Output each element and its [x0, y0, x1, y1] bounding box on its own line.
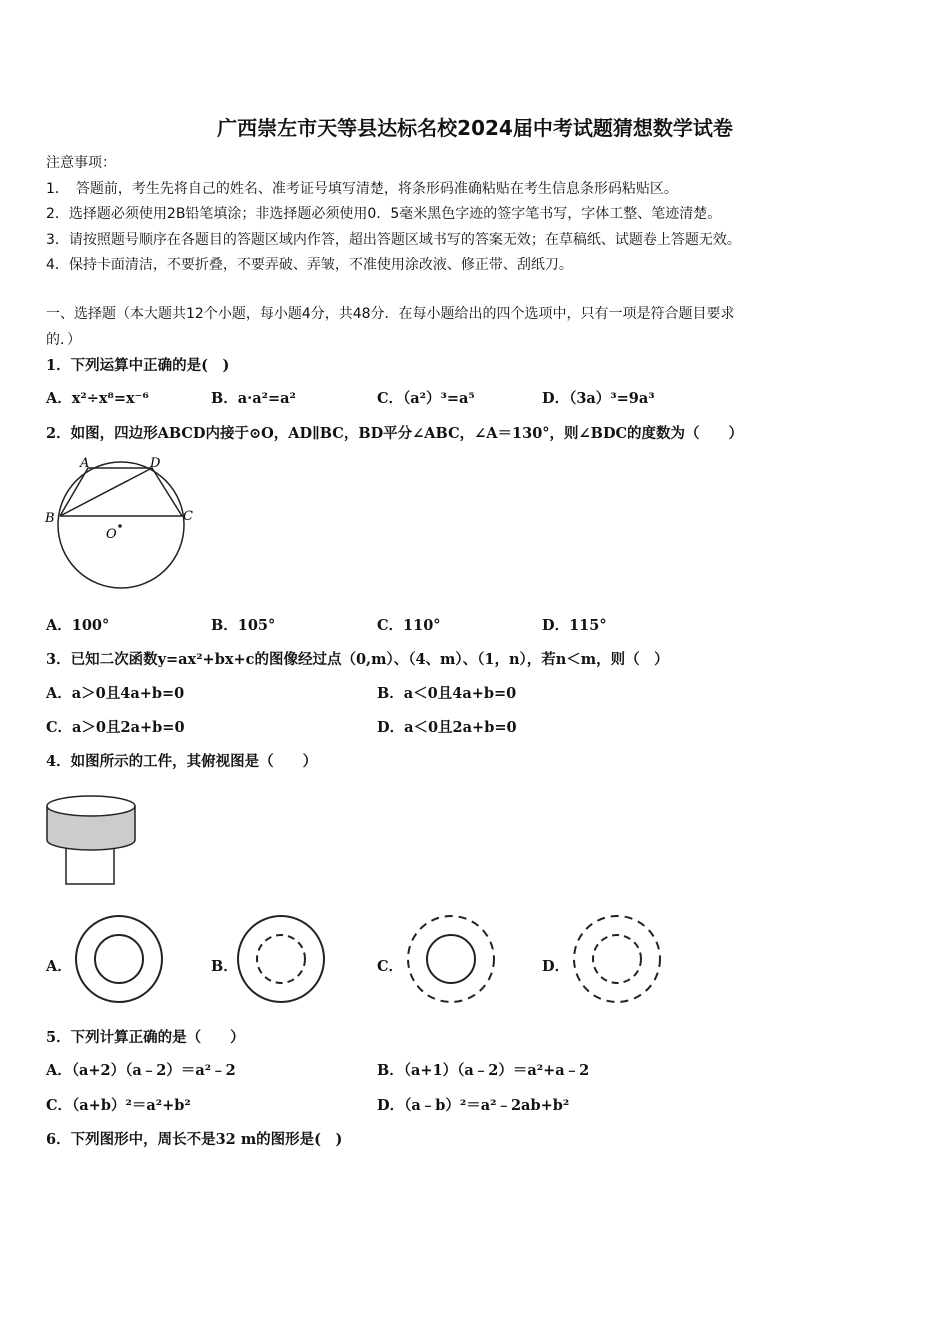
notice-item: 3．请按照题号顺序在各题目的答题区域内作答，超出答题区域书写的答案无效；在草稿纸、试题卷上答题无效。 — [46, 232, 741, 248]
question-2: 2．如图，四边形ABCD内接于⊙O，AD∥BC，BD平分∠ABC，∠A＝130°，则∠BDC的度数为（ ） — [46, 425, 744, 442]
option-a: A．100° — [46, 617, 110, 634]
notice-item: 1． 答题前，考生先将自己的姓名、准考证号填写清楚，将条形码准确粘贴在考生信息条形码粘贴区。 — [46, 181, 678, 197]
question-6: 6．下列图形中，周长不是32 m的图形是( ) — [46, 1131, 343, 1148]
option-a: A． — [46, 958, 72, 975]
option-d: D．115° — [542, 617, 607, 634]
option-d-rings-icon — [570, 912, 664, 1006]
option-c: C．110° — [377, 617, 441, 634]
option-c: C．a＞0且2a+b=0 — [46, 719, 185, 736]
option-c: C．（a+b）²＝a²+b² — [46, 1097, 191, 1114]
label-d: D — [150, 456, 161, 471]
label-c: C — [183, 509, 193, 524]
option-b: B．（a+1）（a﹣2）＝a²+a﹣2 — [377, 1062, 590, 1079]
workpiece-figure — [44, 792, 138, 892]
option-b: B．105° — [211, 617, 276, 634]
notice-item: 2．选择题必须使用2B铅笔填涂；非选择题必须使用0．5毫米黑色字迹的签字笔书写，字体工整、笔迹清楚。 — [46, 206, 722, 222]
label-b: B — [45, 511, 55, 526]
option-b: B．a·a²=a² — [211, 390, 296, 407]
option-a-rings-icon — [72, 912, 166, 1006]
question-3: 3．已知二次函数y=ax²+bx+c的图像经过点（0,m）、（4、m）、（1，n），若n＜m，则（ ） — [46, 651, 669, 668]
option-a: A．x²÷x⁸=x⁻⁶ — [46, 390, 149, 407]
notice-item: 4．保持卡面清洁，不要折叠，不要弄破、弄皱，不准使用涂改液、修正带、刮纸刀。 — [46, 257, 573, 273]
option-c: C．（a²）³=a⁵ — [377, 390, 475, 407]
option-a: A．（a+2）（a﹣2）＝a²﹣2 — [46, 1062, 236, 1079]
option-d: D． — [542, 958, 570, 975]
question-1: 1．下列运算中正确的是( ) — [46, 357, 230, 374]
page-title: 广西崇左市天等县达标名校2024届中考试题猜想数学试卷 — [217, 116, 733, 140]
option-c: C． — [377, 958, 404, 975]
option-d: D．（a﹣b）²＝a²﹣2ab+b² — [377, 1097, 570, 1114]
option-d: D．a＜0且2a+b=0 — [377, 719, 517, 736]
option-a: A．a＞0且4a+b=0 — [46, 685, 185, 702]
label-a: A — [80, 456, 90, 471]
option-b: B． — [211, 958, 238, 975]
label-o: O — [106, 527, 117, 542]
question-5: 5．下列计算正确的是（ ） — [46, 1029, 245, 1046]
option-c-rings-icon — [404, 912, 498, 1006]
option-b-rings-icon — [234, 912, 328, 1006]
option-b: B．a＜0且4a+b=0 — [377, 685, 517, 702]
section-heading-cont: 的．） — [46, 332, 81, 348]
option-d: D．（3a）³=9a³ — [542, 390, 655, 407]
circle-quadrilateral-figure — [40, 452, 210, 597]
notice-heading: 注意事项： — [46, 155, 116, 171]
question-4: 4．如图所示的工件，其俯视图是（ ） — [46, 753, 318, 770]
section-heading: 一、选择题（本大题共12个小题，每小题4分，共48分．在每小题给出的四个选项中，只有一项是符合题目要求 — [46, 306, 735, 322]
